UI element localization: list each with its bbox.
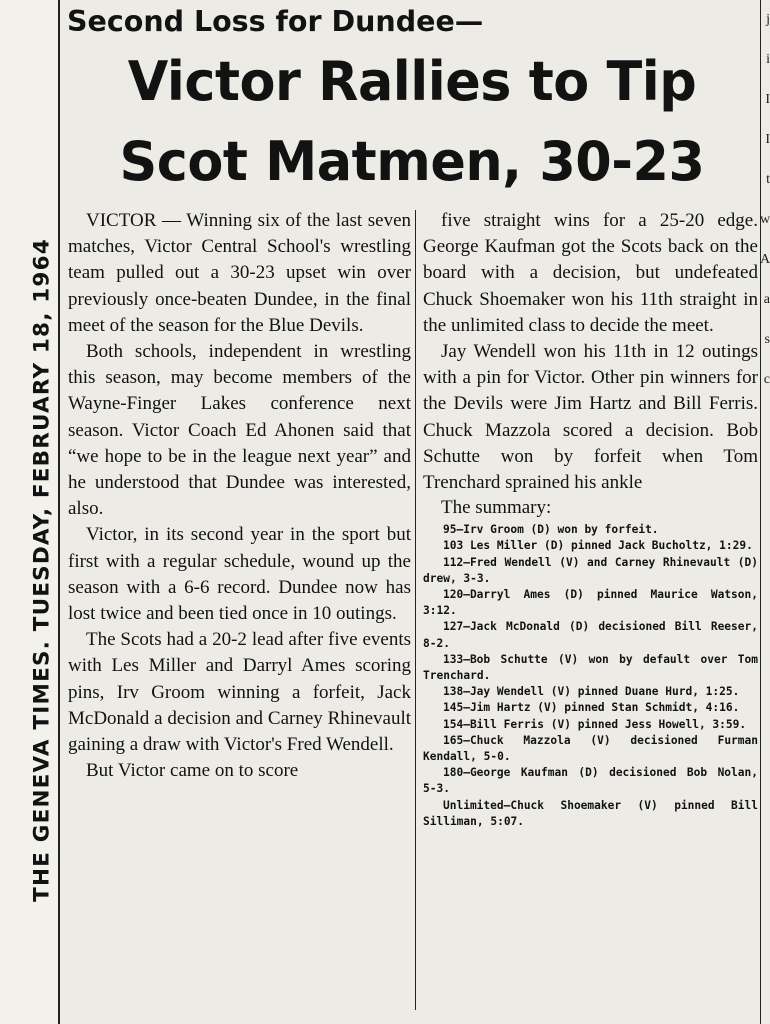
adjacent-column-fragment <box>760 0 770 1024</box>
column-rule <box>415 210 416 1010</box>
fragment-letter: w <box>760 212 770 227</box>
article-paragraph: VICTOR — Winning six of the last seven matches, Victor Central School's wrestling team pulled out a 30-23 upset win over previously once-beaten Dundee, in the final meet of the season for the Blue Devils. <box>68 210 411 336</box>
headline-line-2: Scot Matmen, 30-23 <box>119 130 705 193</box>
summary-item: 145—Jim Hartz (V) pinned Stan Schmidt, 4:16. <box>443 701 740 715</box>
summary-item: 112—Fred Wendell (V) and Carney Rhinevault (D) drew, 3-3. <box>423 555 758 585</box>
headline-line-1: Victor Rallies to Tip <box>127 50 697 113</box>
article-paragraph: Jay Wendell won his 11th in 12 outings with a pin for Victor. Other pin winners for the Devils were Jim Hartz and Bill Ferris. Chuck Mazzola scored a decision. Bob Schutte won by forfeit when Tom Trenchard sprained his ankle <box>423 341 758 494</box>
summary-item: 120—Darryl Ames (D) pinned Maurice Watson, 3:12. <box>423 588 758 618</box>
fragment-letter: i <box>766 52 770 67</box>
summary-item: 180—George Kaufman (D) decisioned Bob Nolan, 5-3. <box>423 766 758 796</box>
fragment-letter: t <box>766 172 770 187</box>
article-paragraph: But Victor came on to score <box>86 760 299 782</box>
summary-item: 127—Jack McDonald (D) decisioned Bill Reeser, 8-2. <box>423 620 758 650</box>
article-paragraph: Victor, in its second year in the sport but first with a regular schedule, wound up the season with a 6-6 record. Dundee now has lost twice and been tied once in 10 outings. <box>68 524 411 625</box>
article-paragraph: The Scots had a 20-2 lead after five events with Les Miller and Darryl Ames scoring pins, Irv Groom winning a forfeit, Jack McDonald a decision and Carney Rhinevault gaining a draw with Victor's Fred Wendell. <box>68 629 411 756</box>
headline-kicker: Second Loss for Dundee— <box>67 5 484 38</box>
summary-item: Unlimited—Chuck Shoemaker (V) pinned Bill Silliman, 5:07. <box>423 798 758 828</box>
summary-item: 95—Irv Groom (D) won by forfeit. <box>443 523 659 537</box>
summary-item: 133—Bob Schutte (V) won by default over Tom Trenchard. <box>423 652 758 683</box>
fragment-letter: I <box>765 92 770 107</box>
fragment-letter: A <box>760 252 770 267</box>
article-column-left <box>68 208 411 784</box>
margin-rule <box>58 0 60 1024</box>
fragment-letter: c <box>763 372 770 387</box>
summary-item: 154—Bill Ferris (V) pinned Jess Howell, 3:59. <box>443 717 747 731</box>
summary-heading: The summary: <box>441 497 552 519</box>
match-summary-list <box>423 522 758 830</box>
summary-item: 103 Les Miller (D) pinned Jack Bucholtz, 1:29. <box>443 539 753 553</box>
fragment-letter: j <box>766 12 770 27</box>
article-paragraph: five straight wins for a 25-20 edge. George Kaufman got the Scots back on the board with a decision, but undefeated Chuck Shoemaker won his 11th straight in the unlimited class to decide the meet. <box>423 210 758 336</box>
article-paragraph: Both schools, independent in wrestling this season, may become members of the Wayne-Finger Lakes conference next season. Victor Coach Ed Ahonen said that “we hope to be in the league next year” and he understood that Dundee was interested, also. <box>68 341 411 520</box>
summary-item: 165—Chuck Mazzola (V) decisioned Furman Kendall, 5-0. <box>423 733 758 764</box>
summary-item: 138—Jay Wendell (V) pinned Duane Hurd, 1:25. <box>443 685 740 699</box>
fragment-letter: a <box>763 292 770 307</box>
article-column-right <box>423 208 758 830</box>
fragment-letter: s <box>764 332 770 347</box>
page-dateline: THE GENEVA TIMES. TUESDAY, FEBRUARY 18, 1964 <box>29 238 55 902</box>
fragment-letter: I <box>765 132 770 147</box>
